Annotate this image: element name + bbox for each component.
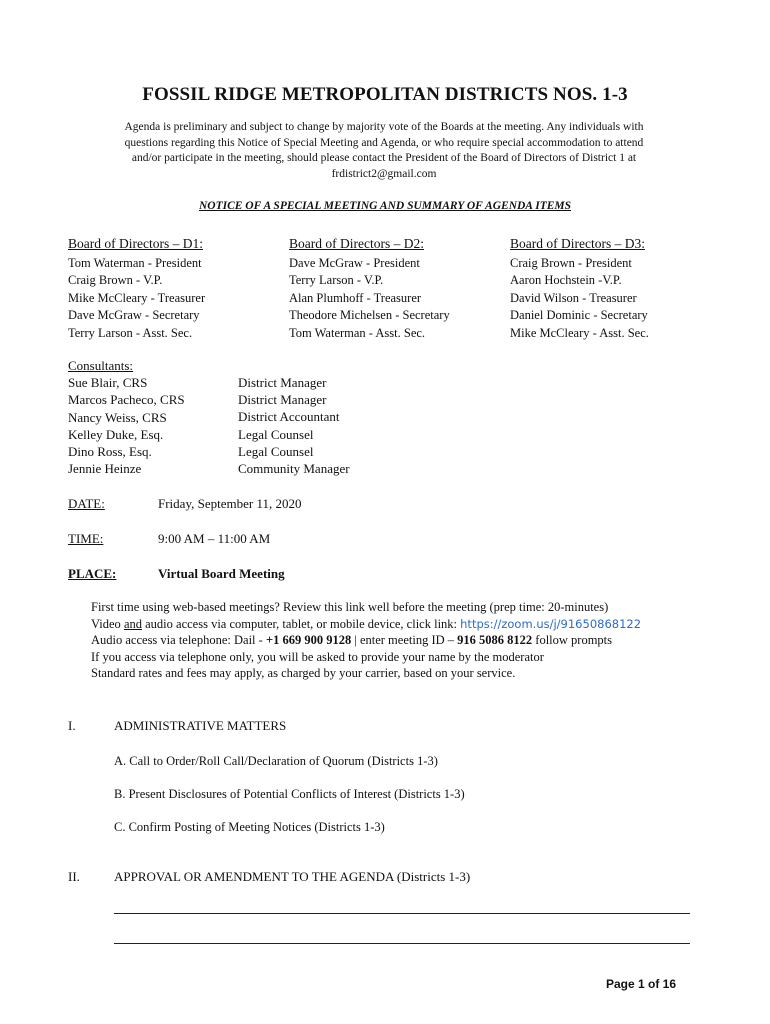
place-label: PLACE: — [68, 566, 117, 581]
board-d3 — [510, 235, 730, 342]
access-line — [91, 616, 641, 633]
access-line: First time using web-based meetings? Review this link well before the meeting (prep time: 20-minutes) — [91, 600, 609, 614]
board-member: Terry Larson - V.P. — [289, 273, 384, 287]
board-member: Mike McCleary - Treasurer — [68, 290, 206, 305]
notice-heading: NOTICE OF A SPECIAL MEETING AND SUMMARY OF AGENDA ITEMS — [198, 200, 572, 212]
consultant-name: Sue Blair, CRS — [68, 375, 148, 391]
consultants-names — [68, 357, 185, 477]
agenda-item: B. Present Disclosures of Potential Conflicts of Interest (Districts 1-3) — [114, 787, 465, 801]
access-text: | enter meeting ID – — [351, 633, 458, 648]
contact-email: frdistrict2@gmail.com — [331, 167, 437, 180]
page-number: Page 1 of 16 — [606, 977, 677, 991]
board-member: David Wilson - Treasurer — [510, 290, 637, 305]
consultant-name: Dino Ross, Esq. — [68, 444, 152, 460]
phone-number: +1 669 900 9128 — [265, 633, 352, 648]
intro-line: and/or participate in the meeting, should please contact the President of the Board of Directors of District 1 at — [131, 152, 637, 164]
consultant-role: Community Manager — [238, 461, 350, 477]
time-label: TIME: — [68, 531, 104, 546]
access-text: Video — [91, 616, 124, 631]
board-heading: Board of Directors – D1: — [68, 236, 203, 251]
access-text: Audio access via telephone: Dail - — [91, 633, 266, 648]
board-member: Dave McGraw - Secretary — [68, 308, 200, 322]
access-text: and — [123, 616, 142, 631]
board-member: Theodore Michelsen - Secretary — [289, 308, 450, 322]
board-member: Craig Brown - V.P. — [68, 273, 163, 287]
board-member: Alan Plumhoff - Treasurer — [289, 290, 422, 305]
consultant-name: Kelley Duke, Esq. — [68, 426, 164, 442]
consultant-role: District Accountant — [238, 409, 340, 425]
date-value: Friday, September 11, 2020 — [158, 496, 302, 511]
intro-line: Agenda is preliminary and subject to change by majority vote of the Boards at the meeting. Any individuals with — [124, 121, 644, 133]
board-member: Dave McGraw - President — [289, 255, 420, 270]
board-member: Craig Brown - President — [510, 255, 632, 270]
section-number: I. — [68, 718, 76, 733]
agenda-item: A. Call to Order/Roll Call/Declaration of Quorum (Districts 1-3) — [114, 754, 438, 768]
access-line: Standard rates and fees may apply, as charged by your carrier, based on your service. — [91, 666, 516, 681]
board-member: Tom Waterman - Asst. Sec. — [289, 325, 426, 340]
consultants-heading: Consultants: — [68, 358, 134, 373]
blank-line — [114, 943, 690, 944]
board-member: Mike McCleary - Asst. Sec. — [510, 325, 649, 340]
section-title: ADMINISTRATIVE MATTERS — [114, 718, 287, 733]
section-number: II. — [68, 869, 80, 884]
board-member: Aaron Hochstein -V.P. — [510, 273, 622, 287]
blank-line — [114, 913, 690, 914]
board-d2 — [289, 235, 499, 342]
intro-line: questions regarding this Notice of Special Meeting and Agenda, or who require special accommodation to attend — [124, 136, 644, 149]
consultant-role: Legal Counsel — [238, 443, 314, 459]
board-member: Terry Larson - Asst. Sec. — [68, 325, 193, 340]
access-text: audio access via computer, tablet, or mobile device, click link: — [142, 616, 461, 631]
intro-paragraph — [78, 120, 690, 182]
section-title: APPROVAL OR AMENDMENT TO THE AGENDA (Districts 1-3) — [114, 869, 471, 884]
access-instructions — [91, 599, 641, 682]
time-value: 9:00 AM – 11:00 AM — [158, 531, 271, 546]
date-label: DATE: — [68, 496, 105, 511]
access-line: If you access via telephone only, you will be asked to provide your name by the moderator — [91, 649, 544, 664]
board-member: Daniel Dominic - Secretary — [510, 308, 648, 322]
consultant-role: Legal Counsel — [238, 426, 314, 442]
consultants-roles — [238, 374, 350, 477]
consultant-role: District Manager — [238, 375, 327, 390]
access-line — [91, 632, 641, 649]
board-heading: Board of Directors – D2: — [289, 236, 424, 251]
consultant-name: Marcos Pacheco, CRS — [68, 392, 185, 408]
meeting-id: 916 5086 8122 — [457, 633, 533, 648]
document-title: FOSSIL RIDGE METROPOLITAN DISTRICTS NOS. 1-3 — [142, 84, 628, 105]
access-text: follow prompts — [532, 633, 613, 648]
zoom-link[interactable]: https://zoom.us/j/91650868122 — [460, 616, 642, 631]
board-member: Tom Waterman - President — [68, 255, 202, 270]
consultant-name: Jennie Heinze — [68, 461, 142, 477]
board-d1 — [68, 235, 278, 342]
consultant-role: District Manager — [238, 392, 327, 408]
board-heading: Board of Directors – D3: — [510, 236, 645, 251]
place-value: Virtual Board Meeting — [158, 566, 285, 581]
agenda-item: C. Confirm Posting of Meeting Notices (Districts 1-3) — [114, 820, 385, 834]
consultant-name: Nancy Weiss, CRS — [68, 409, 167, 425]
